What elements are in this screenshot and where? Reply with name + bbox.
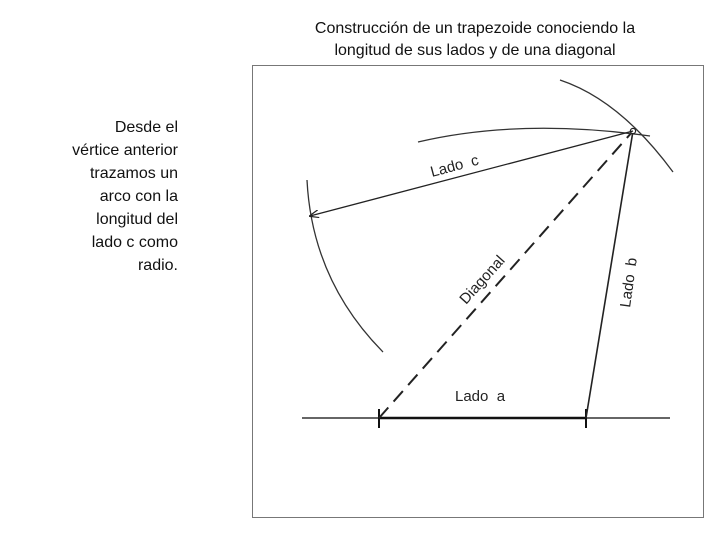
caption-line: lado c como: [91, 234, 178, 251]
label-lado-c: Lado c: [428, 151, 481, 181]
caption-line: trazamos un: [89, 165, 178, 182]
caption-line: radio.: [137, 257, 178, 274]
caption-line: longitud del: [96, 211, 178, 228]
label-diagonal: Diagonal: [456, 252, 509, 308]
caption-line: arco con la: [99, 188, 178, 205]
arc-side-b: [560, 80, 673, 172]
arc-radius-c: [307, 180, 383, 352]
title-line-2: longitud de sus lados y de una diagonal: [334, 42, 616, 59]
label-lado-b: Lado b: [617, 256, 641, 309]
caption-line: vértice anterior: [72, 142, 178, 159]
radius-arrow-c: [310, 131, 633, 216]
title-line-1: Construcción de un trapezoide conociendo la: [314, 20, 636, 37]
label-lado-a: Lado a: [455, 388, 506, 405]
caption-line: Desde el: [114, 119, 178, 136]
diagonal-line: [379, 131, 633, 418]
